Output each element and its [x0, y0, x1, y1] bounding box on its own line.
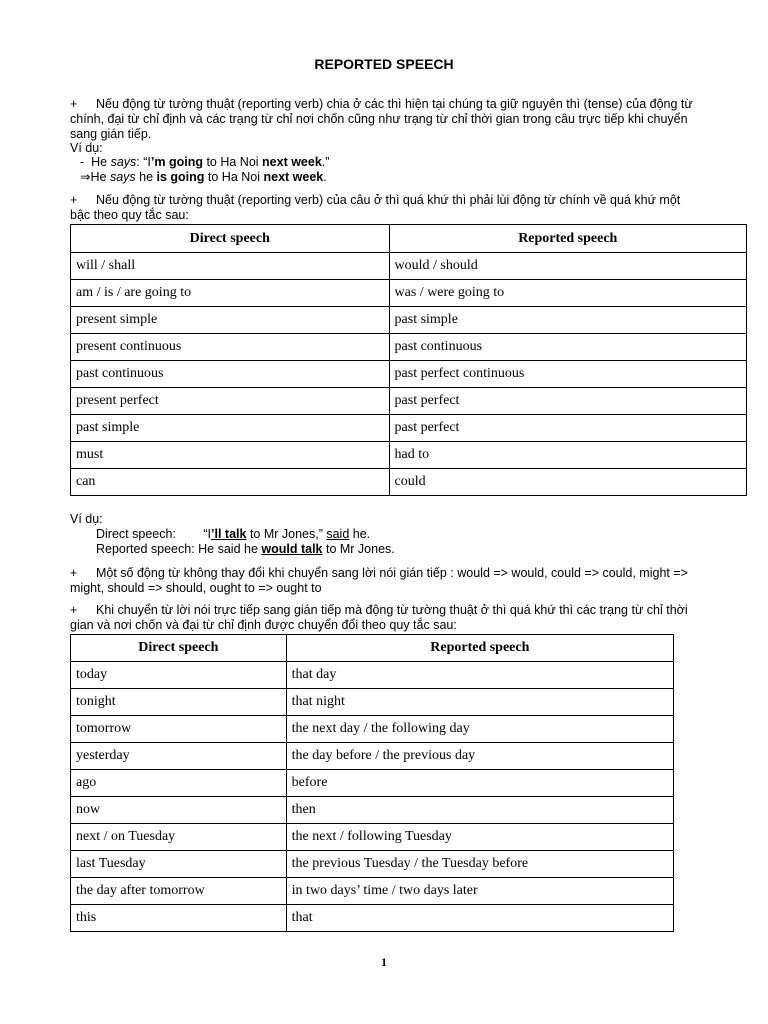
table-row: [71, 361, 747, 388]
table-row: [71, 770, 674, 797]
header-direct-speech: Direct speech: [71, 635, 287, 662]
colon-quote: : “I: [136, 155, 151, 169]
table-row: [71, 442, 747, 469]
table-row: [71, 743, 674, 770]
direct-cell: past simple: [71, 415, 390, 442]
header-reported-speech: Reported speech: [389, 225, 746, 253]
he-text: He: [91, 155, 108, 169]
reported-cell: would / should: [389, 253, 746, 280]
table-row: [71, 797, 674, 824]
reported-end-text: to Mr Jones.: [322, 542, 395, 556]
reported-cell: past perfect continuous: [389, 361, 746, 388]
table-row: [71, 307, 747, 334]
reported-cell: that night: [286, 689, 673, 716]
rule4-text: Khi chuyển từ lời nói trực tiếp sang gián tiếp mà động từ tường thuật ở thì quá khứ thì các trạng từ chỉ thời gian và nơi chốn và đại từ chỉ định được chuyển đổi theo quy tắc sau:: [70, 603, 688, 632]
reported-cell: past simple: [389, 307, 746, 334]
direct-cell: past continuous: [71, 361, 390, 388]
direct-cell: now: [71, 797, 287, 824]
bullet-plus: +: [70, 603, 78, 617]
rule3-paragraph: [70, 566, 700, 596]
table-row: [71, 905, 674, 932]
reported-cell: that day: [286, 662, 673, 689]
says-text: says: [109, 170, 136, 184]
page-title: REPORTED SPEECH: [314, 56, 454, 72]
table-row: [71, 716, 674, 743]
direct-cell: today: [71, 662, 287, 689]
direct-cell: yesterday: [71, 743, 287, 770]
bullet-plus: +: [70, 97, 78, 111]
arrow-he: ⇒He: [80, 170, 107, 184]
table-row: [71, 415, 747, 442]
table-row: [71, 878, 674, 905]
example1-direct: [80, 155, 329, 170]
table-row: [71, 851, 674, 878]
direct-speech-label: Direct speech:: [96, 527, 176, 541]
example2-label: Ví dụ:: [70, 512, 103, 526]
reported-cell: before: [286, 770, 673, 797]
is-going-text: is going: [156, 170, 205, 184]
reported-cell: past perfect: [389, 388, 746, 415]
direct-end-text: he.: [349, 527, 371, 541]
reported-speech-label: Reported speech: He said he: [96, 542, 262, 556]
direct-cell: present continuous: [71, 334, 390, 361]
he-text: he: [135, 170, 157, 184]
reported-cell: the next / following Tuesday: [286, 824, 673, 851]
table-row: [71, 662, 674, 689]
reported-cell: the day before / the previous day: [286, 743, 673, 770]
end-text: .: [323, 170, 327, 184]
header-reported-speech: Reported speech: [286, 635, 673, 662]
table-header-row: [71, 225, 747, 253]
reported-cell: had to: [389, 442, 746, 469]
rule2-text: Nếu động từ tường thuật (reporting verb) của câu ở thì quá khứ thì phải lùi động từ chính về quá khứ một bậc theo quy tắc sau:: [70, 193, 681, 222]
direct-cell: ago: [71, 770, 287, 797]
reported-cell: that: [286, 905, 673, 932]
table-row: [71, 280, 747, 307]
example2-direct: [96, 527, 370, 542]
table-header-row: [71, 635, 674, 662]
rule3-text: Một số động từ không thay đổi khi chuyển sang lời nói gián tiếp : would => would, could => could, might => might, should => should, ought to => ought to: [70, 566, 688, 595]
example1-label: Ví dụ:: [70, 141, 103, 155]
direct-cell: am / is / are going to: [71, 280, 390, 307]
table-row: [71, 469, 747, 496]
end-text: .”: [321, 155, 330, 169]
reported-cell: then: [286, 797, 673, 824]
reported-cell: was / were going to: [389, 280, 746, 307]
reported-cell: past perfect: [389, 415, 746, 442]
time-place-table: [70, 634, 674, 932]
table-row: [71, 334, 747, 361]
bullet-plus: +: [70, 193, 78, 207]
reported-cell: in two days’ time / two days later: [286, 878, 673, 905]
direct-cell: present simple: [71, 307, 390, 334]
reported-cell: the previous Tuesday / the Tuesday before: [286, 851, 673, 878]
bullet-plus: +: [70, 566, 78, 580]
to-text: to Ha Noi: [202, 155, 263, 169]
table-row: [71, 689, 674, 716]
direct-mid-text: to Mr Jones,”: [246, 527, 327, 541]
intro-text: Nếu động từ tường thuật (reporting verb) chia ở các thì hiện tại chúng ta giữ nguyên thì (tense) của động từ chính, đại từ chỉ định và các trạng từ chỉ nơi chốn cũng như trạng từ chỉ thời gian trong câu trực tiếp khi chuyển sang gián tiếp.: [70, 97, 693, 141]
table-row: [71, 824, 674, 851]
dash: -: [80, 155, 85, 169]
says-text: says: [110, 155, 137, 169]
direct-cell: next / on Tuesday: [71, 824, 287, 851]
said-text: said: [326, 527, 350, 541]
rule4-paragraph: [70, 603, 700, 633]
reported-cell: could: [389, 469, 746, 496]
header-direct-speech: Direct speech: [71, 225, 390, 253]
example1-reported: [80, 170, 327, 185]
direct-cell: this: [71, 905, 287, 932]
direct-quote-open: “I: [203, 527, 212, 541]
table-row: [71, 253, 747, 280]
direct-cell: can: [71, 469, 390, 496]
going-text: ’m going: [150, 155, 203, 169]
page-number: 1: [381, 955, 387, 969]
table-row: [71, 388, 747, 415]
reported-cell: past continuous: [389, 334, 746, 361]
direct-cell: present perfect: [71, 388, 390, 415]
rule2-paragraph: [70, 193, 700, 223]
next-week-text: next week: [263, 170, 324, 184]
direct-cell: the day after tomorrow: [71, 878, 287, 905]
direct-cell: tomorrow: [71, 716, 287, 743]
direct-cell: last Tuesday: [71, 851, 287, 878]
to-text: to Ha Noi: [204, 170, 264, 184]
direct-cell: must: [71, 442, 390, 469]
tense-shift-table: [70, 224, 747, 496]
would-talk-text: would talk: [261, 542, 323, 556]
next-week-text: next week: [262, 155, 322, 169]
ll-talk-text: ’ll talk: [211, 527, 247, 541]
example2-reported: [96, 542, 395, 557]
direct-cell: tonight: [71, 689, 287, 716]
direct-cell: will / shall: [71, 253, 390, 280]
reported-cell: the next day / the following day: [286, 716, 673, 743]
intro-paragraph: [70, 97, 700, 142]
